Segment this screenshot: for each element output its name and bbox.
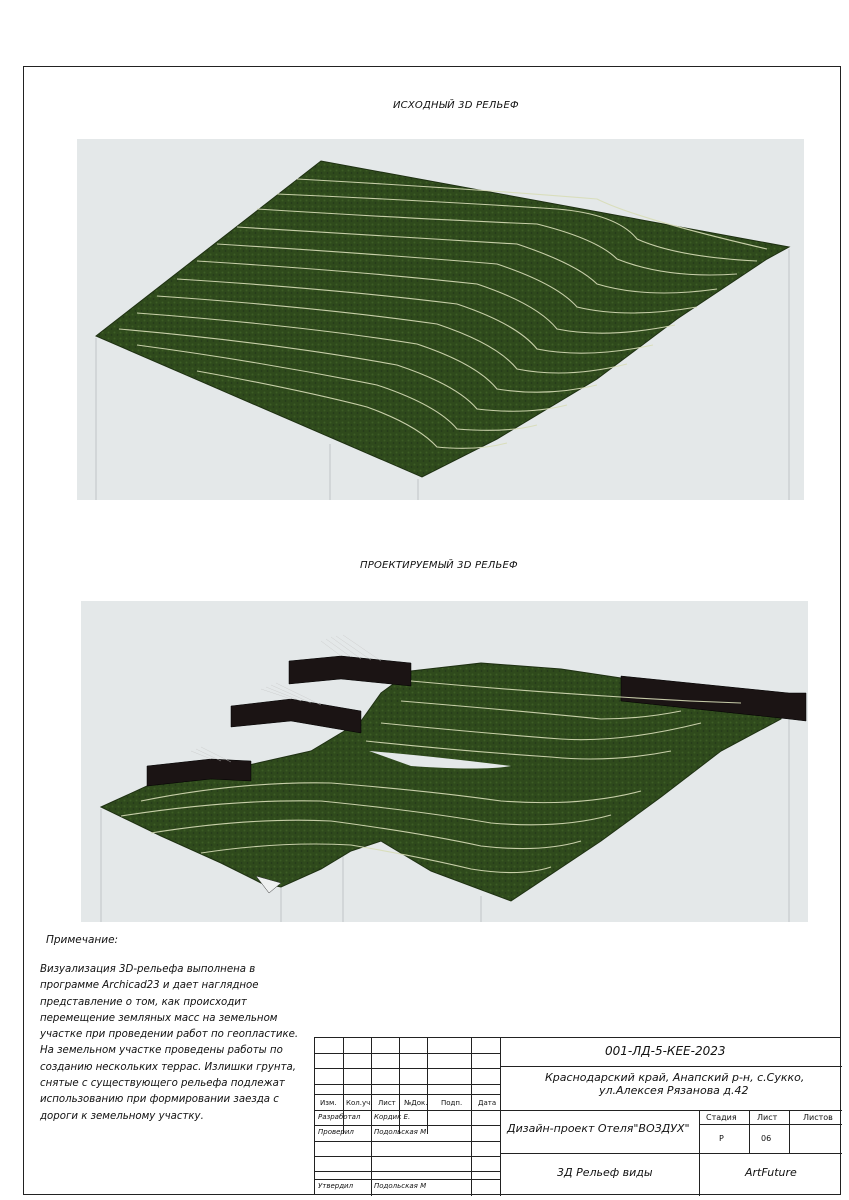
col-doc-no: №Док. (404, 1099, 428, 1107)
note-text: Визуализация 3D-рельефа выполнена в программе Archicad23 и дает наглядное представление о том, как происходит перемещение земляных масс на земельном участке при проведении работ по геопластике. На земельном участке проведены работы по созданию нескольких террас. Излишки грунта, снятые с существующего рельефа подлежат использованию при формировании заезда с дороги к земельному участку. (40, 964, 299, 1122)
stage-value: Р (719, 1134, 724, 1143)
col-sheet: Лист (378, 1099, 396, 1107)
original-relief-terrain (77, 139, 804, 500)
col-signature: Подп. (441, 1099, 463, 1107)
sheets-label: Листов (803, 1113, 833, 1122)
sheet-label: Лист (757, 1113, 778, 1122)
role-checked-name: Подольская М (374, 1128, 427, 1136)
role-checked: Проверил (318, 1128, 354, 1136)
role-approved: Утвердил (318, 1182, 354, 1190)
sheet-value: 06 (761, 1134, 772, 1143)
address-line1: Краснодарский край, Анапский р-н, с.Сукко, (545, 1071, 805, 1084)
original-relief-title: ИСХОДНЫЙ 3D РЕЛЬЕФ (393, 100, 519, 111)
title-block (314, 1037, 841, 1195)
col-date: Дата (478, 1099, 497, 1107)
role-developed: Разработал (318, 1113, 361, 1121)
designed-relief-render (81, 601, 808, 922)
designed-relief-terrain (81, 601, 808, 922)
project-name: Дизайн-проект Отеля"ВОЗДУХ" (507, 1122, 690, 1135)
role-approved-name: Подольская М (374, 1182, 427, 1190)
original-relief-render (77, 139, 804, 500)
designed-relief-title: ПРОЕКТИРУЕМЫЙ 3D РЕЛЬЕФ (360, 560, 518, 571)
company-name: ArtFuture (745, 1166, 797, 1179)
col-count: Кол.уч. (346, 1099, 373, 1107)
address-line2: ул.Алексея Рязанова д.42 (599, 1084, 749, 1097)
sheet-title: 3Д Рельеф виды (557, 1166, 653, 1179)
note-heading: Примечание: (46, 934, 119, 946)
col-change: Изм. (320, 1099, 337, 1107)
role-developed-name: Кордик Е. (374, 1113, 411, 1121)
doc-code: 001-ЛД-5-КЕЕ-2023 (605, 1044, 726, 1058)
stage-label: Стадия (706, 1113, 737, 1122)
